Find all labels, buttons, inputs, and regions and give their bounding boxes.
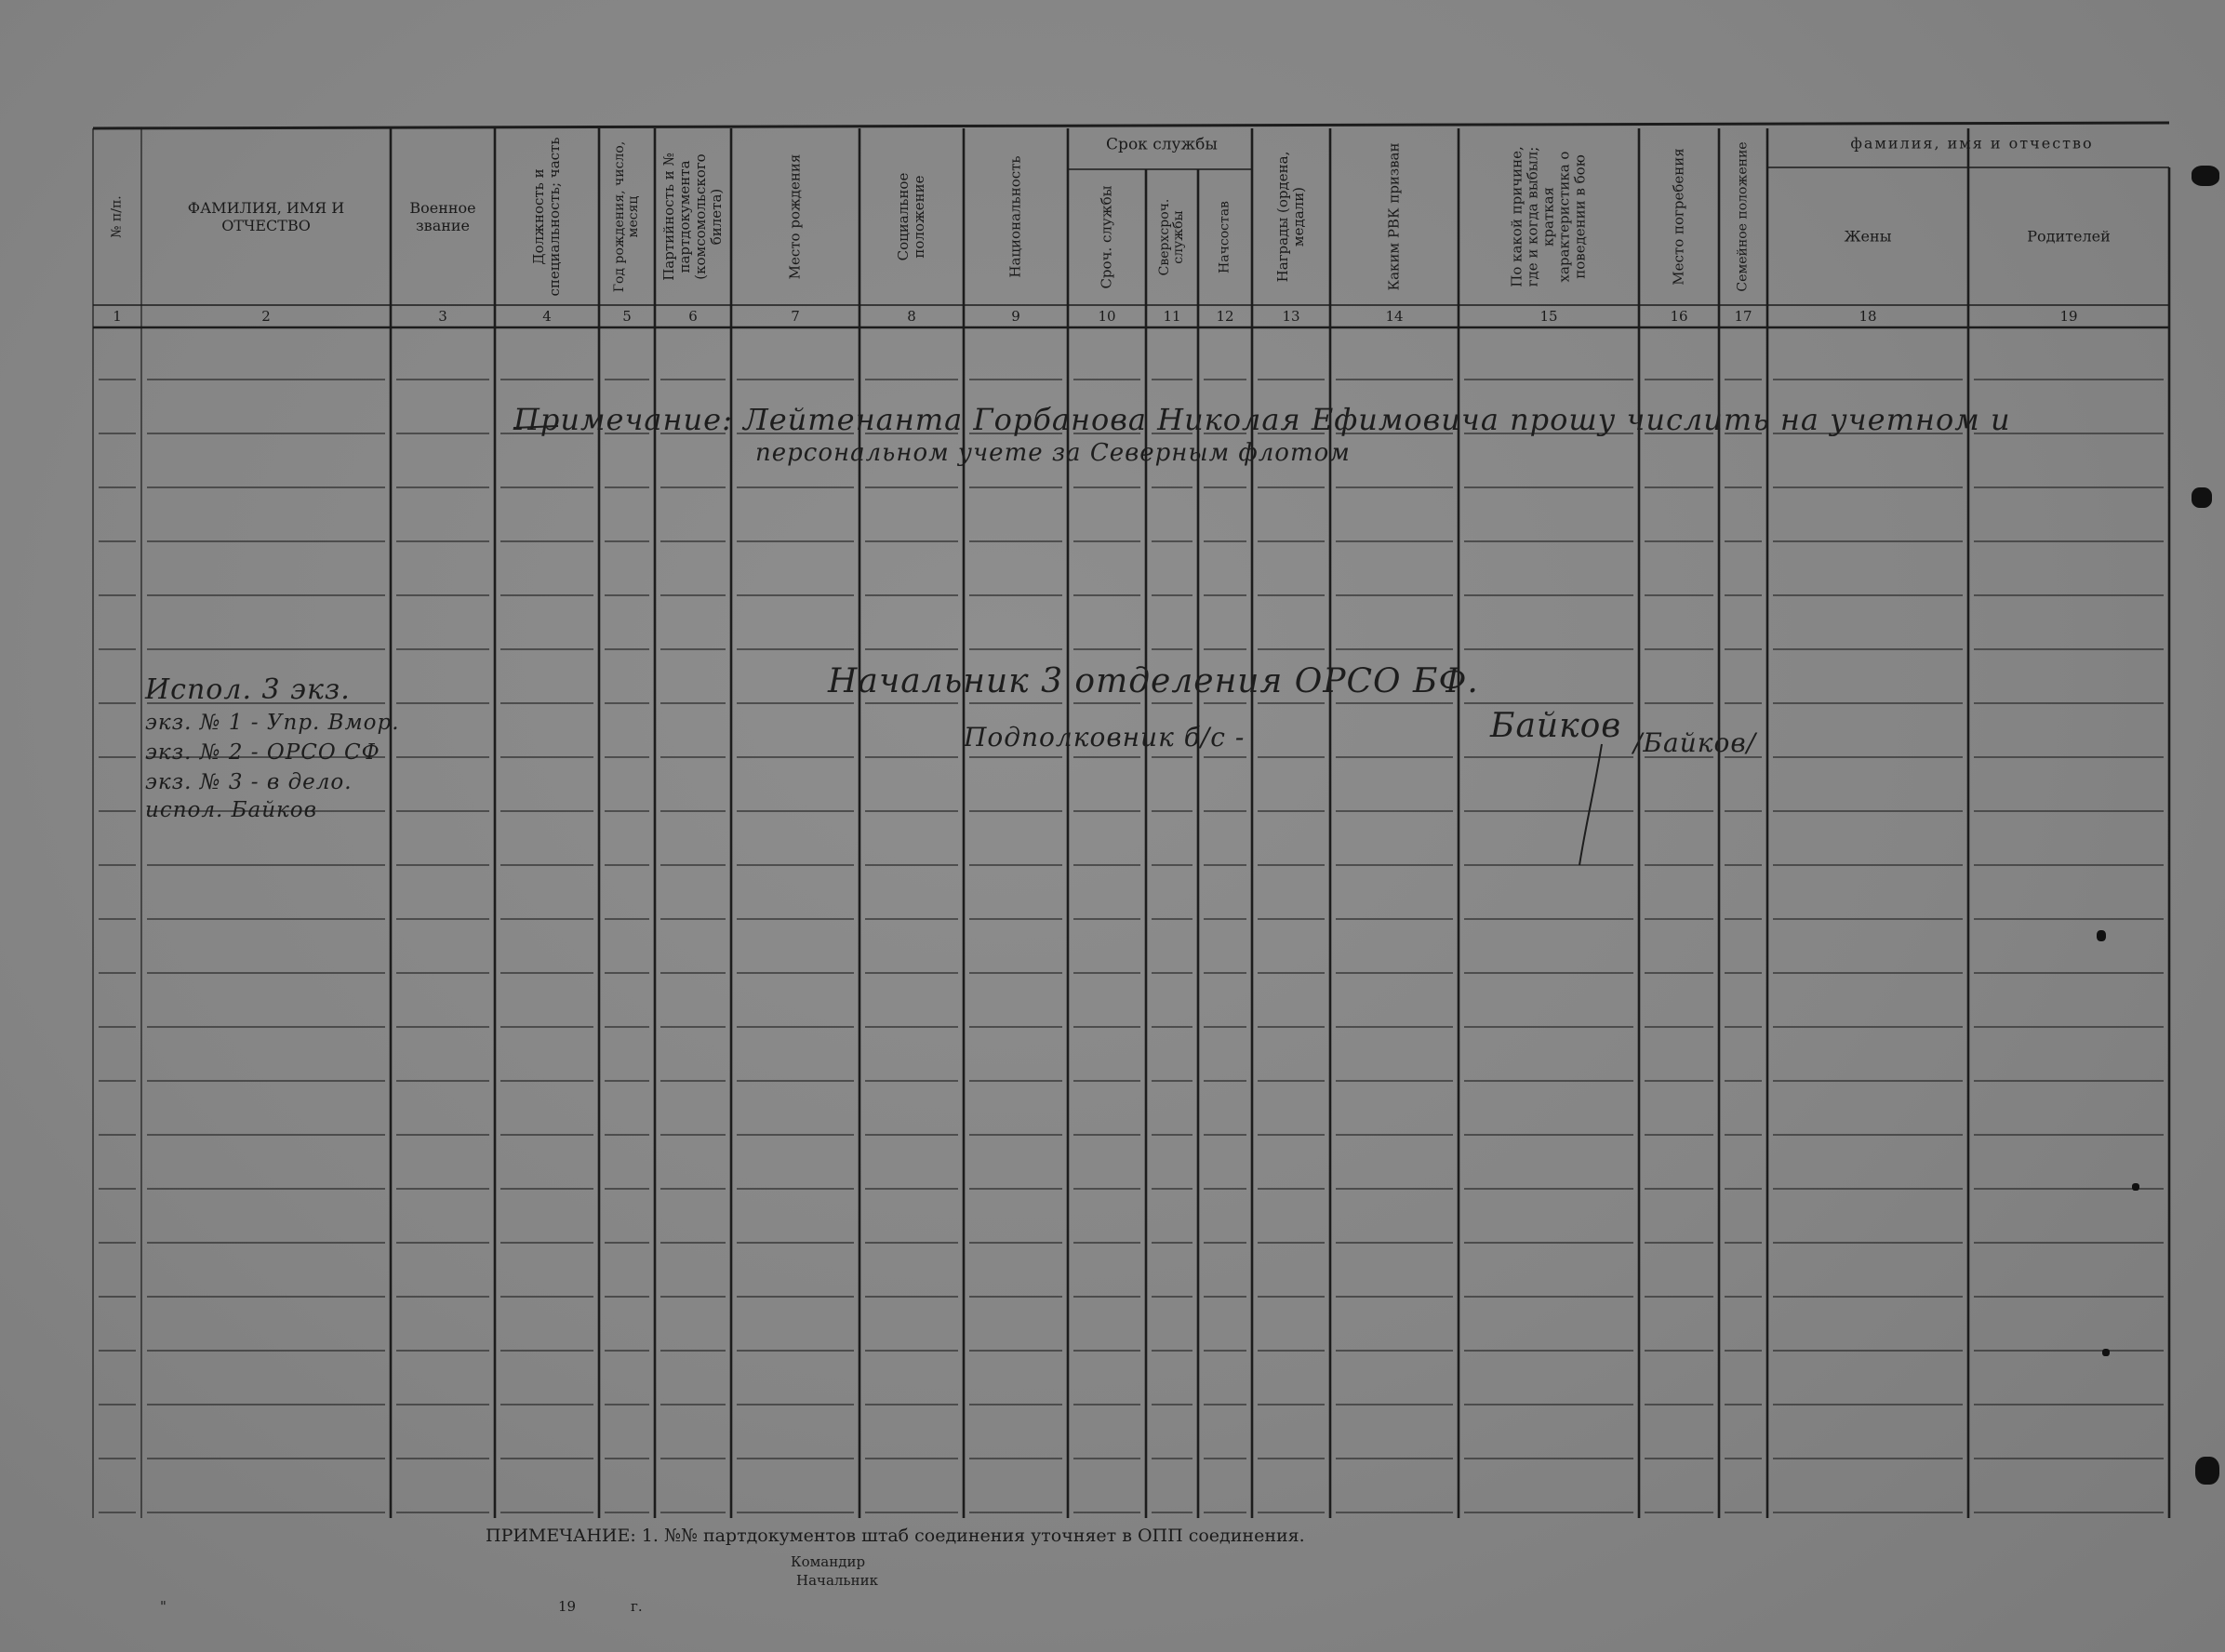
- ink-dot: [2102, 1349, 2110, 1356]
- copies-note-line: экз. № 2 - ОРСО СФ: [145, 740, 380, 765]
- column-number: 1: [113, 308, 122, 325]
- binding-hole-mark: [2192, 487, 2212, 508]
- column-number: 4: [542, 308, 552, 325]
- column-number: 5: [622, 308, 632, 325]
- group-header-service: Срок службы: [1106, 135, 1218, 154]
- column-header: Место погребения: [1670, 148, 1687, 286]
- column-number: 16: [1670, 308, 1688, 325]
- column-header: Награды (ордена, медали): [1274, 151, 1307, 283]
- column-header: Жены: [1844, 227, 1892, 246]
- footer-note: ПРИМЕЧАНИЕ: 1. №№ партдокументов штаб соединения уточняет в ОПП соединения.: [486, 1525, 1305, 1546]
- ink-dot: [2097, 930, 2106, 941]
- column-number: 12: [1216, 308, 1234, 325]
- footer-date-quote: ": [160, 1598, 167, 1615]
- ink-dot: [2132, 1183, 2139, 1191]
- column-header: Место рождения: [786, 153, 804, 280]
- footer-chief: Начальник: [796, 1572, 878, 1589]
- column-header: Каким РВК призван: [1385, 142, 1403, 291]
- column-header: Семейное положение: [1735, 141, 1751, 292]
- column-number: 8: [907, 308, 916, 325]
- handwritten-note-line1: Примечание: Лейтенанта Горбанова Николая Ефимовича прошу числить на учетном и: [513, 402, 2011, 437]
- column-header: Должность и специальность; часть: [530, 137, 563, 297]
- column-header: Начсостав: [1217, 201, 1232, 273]
- column-number: 7: [791, 308, 800, 325]
- column-number: 18: [1859, 308, 1877, 325]
- column-header: ФАМИЛИЯ, ИМЯ И ОТЧЕСТВО: [187, 199, 345, 234]
- column-number: 10: [1098, 308, 1116, 325]
- column-number: 3: [438, 308, 447, 325]
- column-number: 11: [1163, 308, 1181, 325]
- signature: Байков: [1490, 707, 1622, 745]
- copies-note-line: Испол. 3 экз.: [145, 673, 351, 706]
- chief-title: Начальник 3 отделения ОРСО БФ.: [828, 662, 1479, 700]
- column-header: Партийность и № партдокумента (комсомольского билета): [660, 153, 725, 281]
- column-number: 17: [1734, 308, 1752, 325]
- column-number: 14: [1385, 308, 1404, 325]
- footer-date-suffix: г.: [631, 1598, 643, 1615]
- column-header: По какой причине, где и когда выбыл; краткая характеристика о поведении в бою: [1508, 146, 1589, 287]
- handwritten-note-line2: персональном учете за Северным флотом: [755, 439, 1351, 467]
- column-number: 13: [1282, 308, 1300, 325]
- column-header: № п/п.: [109, 195, 125, 238]
- column-header: Сроч. службы: [1098, 185, 1115, 289]
- chief-rank: Подполковник б/с -: [964, 722, 1246, 753]
- column-header: Сверхсроч. службы: [1157, 198, 1186, 276]
- column-header: Год рождения, число, месяц: [612, 140, 641, 293]
- group-header-relatives: фамилия, имя и отчество: [1850, 134, 2094, 153]
- column-header: Социальное положение: [895, 172, 927, 261]
- column-header: Военное звание: [409, 199, 476, 234]
- column-header: Родителей: [2027, 227, 2111, 246]
- footer-commander: Командир: [791, 1553, 866, 1570]
- column-number: 6: [688, 308, 698, 325]
- copies-note-line: экз. № 3 - в дело.: [145, 770, 353, 794]
- column-number: 19: [2059, 308, 2078, 325]
- copies-note-line: испол. Байков: [145, 798, 318, 822]
- binding-hole-mark: [2192, 166, 2219, 186]
- column-header: Национальность: [1006, 155, 1024, 278]
- signature-name: /Байков/: [1633, 727, 1757, 758]
- column-number: 9: [1011, 308, 1020, 325]
- footer-date-year: 19: [558, 1598, 577, 1615]
- column-number: 2: [261, 308, 271, 325]
- copies-note-line: экз. № 1 - Упр. Вмор.: [145, 711, 400, 735]
- binding-hole-mark: [2195, 1457, 2219, 1485]
- column-number: 15: [1539, 308, 1558, 325]
